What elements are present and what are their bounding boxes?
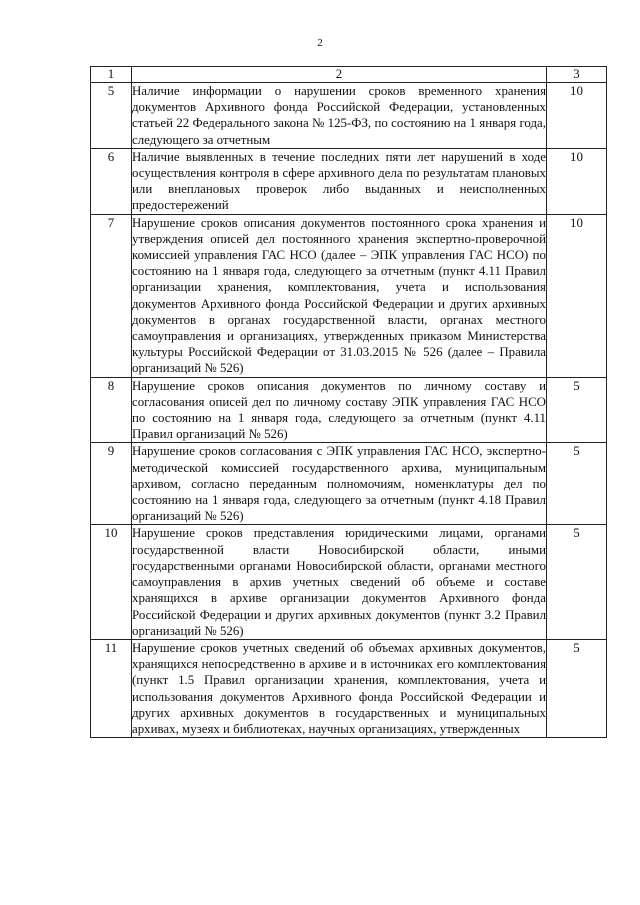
score-value: 5 xyxy=(547,377,607,443)
row-number: 10 xyxy=(91,525,132,639)
row-number: 8 xyxy=(91,377,132,443)
table-row xyxy=(91,443,607,525)
criteria-table xyxy=(90,66,607,738)
table-row xyxy=(91,214,607,377)
score-value: 5 xyxy=(547,443,607,525)
column-number-2: 2 xyxy=(132,67,547,83)
row-number: 7 xyxy=(91,214,132,377)
table-row xyxy=(91,148,607,214)
table-row xyxy=(91,639,607,737)
table-header-row xyxy=(91,67,607,83)
score-value: 10 xyxy=(547,214,607,377)
score-value: 5 xyxy=(547,639,607,737)
criterion-text: Нарушение сроков учетных сведений об объемах архивных документов, хранящихся непосредственно в архиве и в источниках его комплектования (пункт 1.5 Правил организации хранения, комплектования, учета и использования документов Архивного фонда Российской Федерации и других архивных документов в государственных и муниципальных архивах, музеях и библиотеках, научных организациях, утвержденных xyxy=(132,640,546,736)
table-row xyxy=(91,525,607,639)
table-row xyxy=(91,377,607,443)
criterion-text: Наличие выявленных в течение последних пяти лет нарушений в ходе осуществления контроля в сфере архивного дела по результатам плановых или внеплановых проверок либо выданных и неисполненных предостережений xyxy=(132,149,546,213)
criterion-text: Нарушение сроков описания документов по личному составу и согласования описей дел по личному составу ЭПК управления ГАС НСО по состоянию на 1 января года, следующего за отчетным (пункт 4.11 Правил организаций № 526) xyxy=(132,378,546,442)
row-number: 5 xyxy=(91,83,132,149)
score-value: 10 xyxy=(547,148,607,214)
row-number: 9 xyxy=(91,443,132,525)
criterion-text: Нарушение сроков представления юридическими лицами, органами государственной власти Новосибирской области, иными государственными органами Новосибирской области, органами местного самоуправления в архив учетных сведений об объеме и составе хранящихся в архиве организации документов Архивного фонда Российской Федерации и других архивных документов (пункт 3.2 Правил организаций № 526) xyxy=(132,526,546,638)
row-number: 11 xyxy=(91,639,132,737)
row-number: 6 xyxy=(91,148,132,214)
score-value: 5 xyxy=(547,525,607,639)
score-value: 10 xyxy=(547,83,607,149)
criterion-text: Нарушение сроков описания документов постоянного срока хранения и утверждения описей дел постоянного хранения экспертно-проверочной комиссией управления ГАС НСО (далее – ЭПК управления ГАС НСО) по состоянию на 1 января года, следующего за отчетным (пункт 4.11 Правил организации хранения, комплектования, учета и использования документов Архивного фонда Российской Федерации и других архивных документов в органах государственной власти, органах местного самоуправления и организациях, утвержденных приказом Министерства культуры Российской Федерации от 31.03.2015 № 526 (далее – Правила организаций № 526) xyxy=(132,215,546,376)
column-number-3: 3 xyxy=(547,67,607,83)
table-row xyxy=(91,83,607,149)
criterion-text: Нарушение сроков согласования с ЭПК управления ГАС НСО, экспертно-методической комиссией государственного архива, муниципальным архивом, согласно переданным полномочиям, номенклатуры дел по состоянию на 1 января года, следующего за отчетным (пункт 4.18 Правил организаций № 526) xyxy=(132,444,546,524)
column-number-1: 1 xyxy=(91,67,132,83)
page-number: 2 xyxy=(317,37,323,49)
criterion-text: Наличие информации о нарушении сроков временного хранения документов Архивного фонда Российской Федерации, установленных статьей 22 Федерального закона № 125-ФЗ, по состоянию на 1 января года, следующего за отчетным xyxy=(132,84,546,147)
